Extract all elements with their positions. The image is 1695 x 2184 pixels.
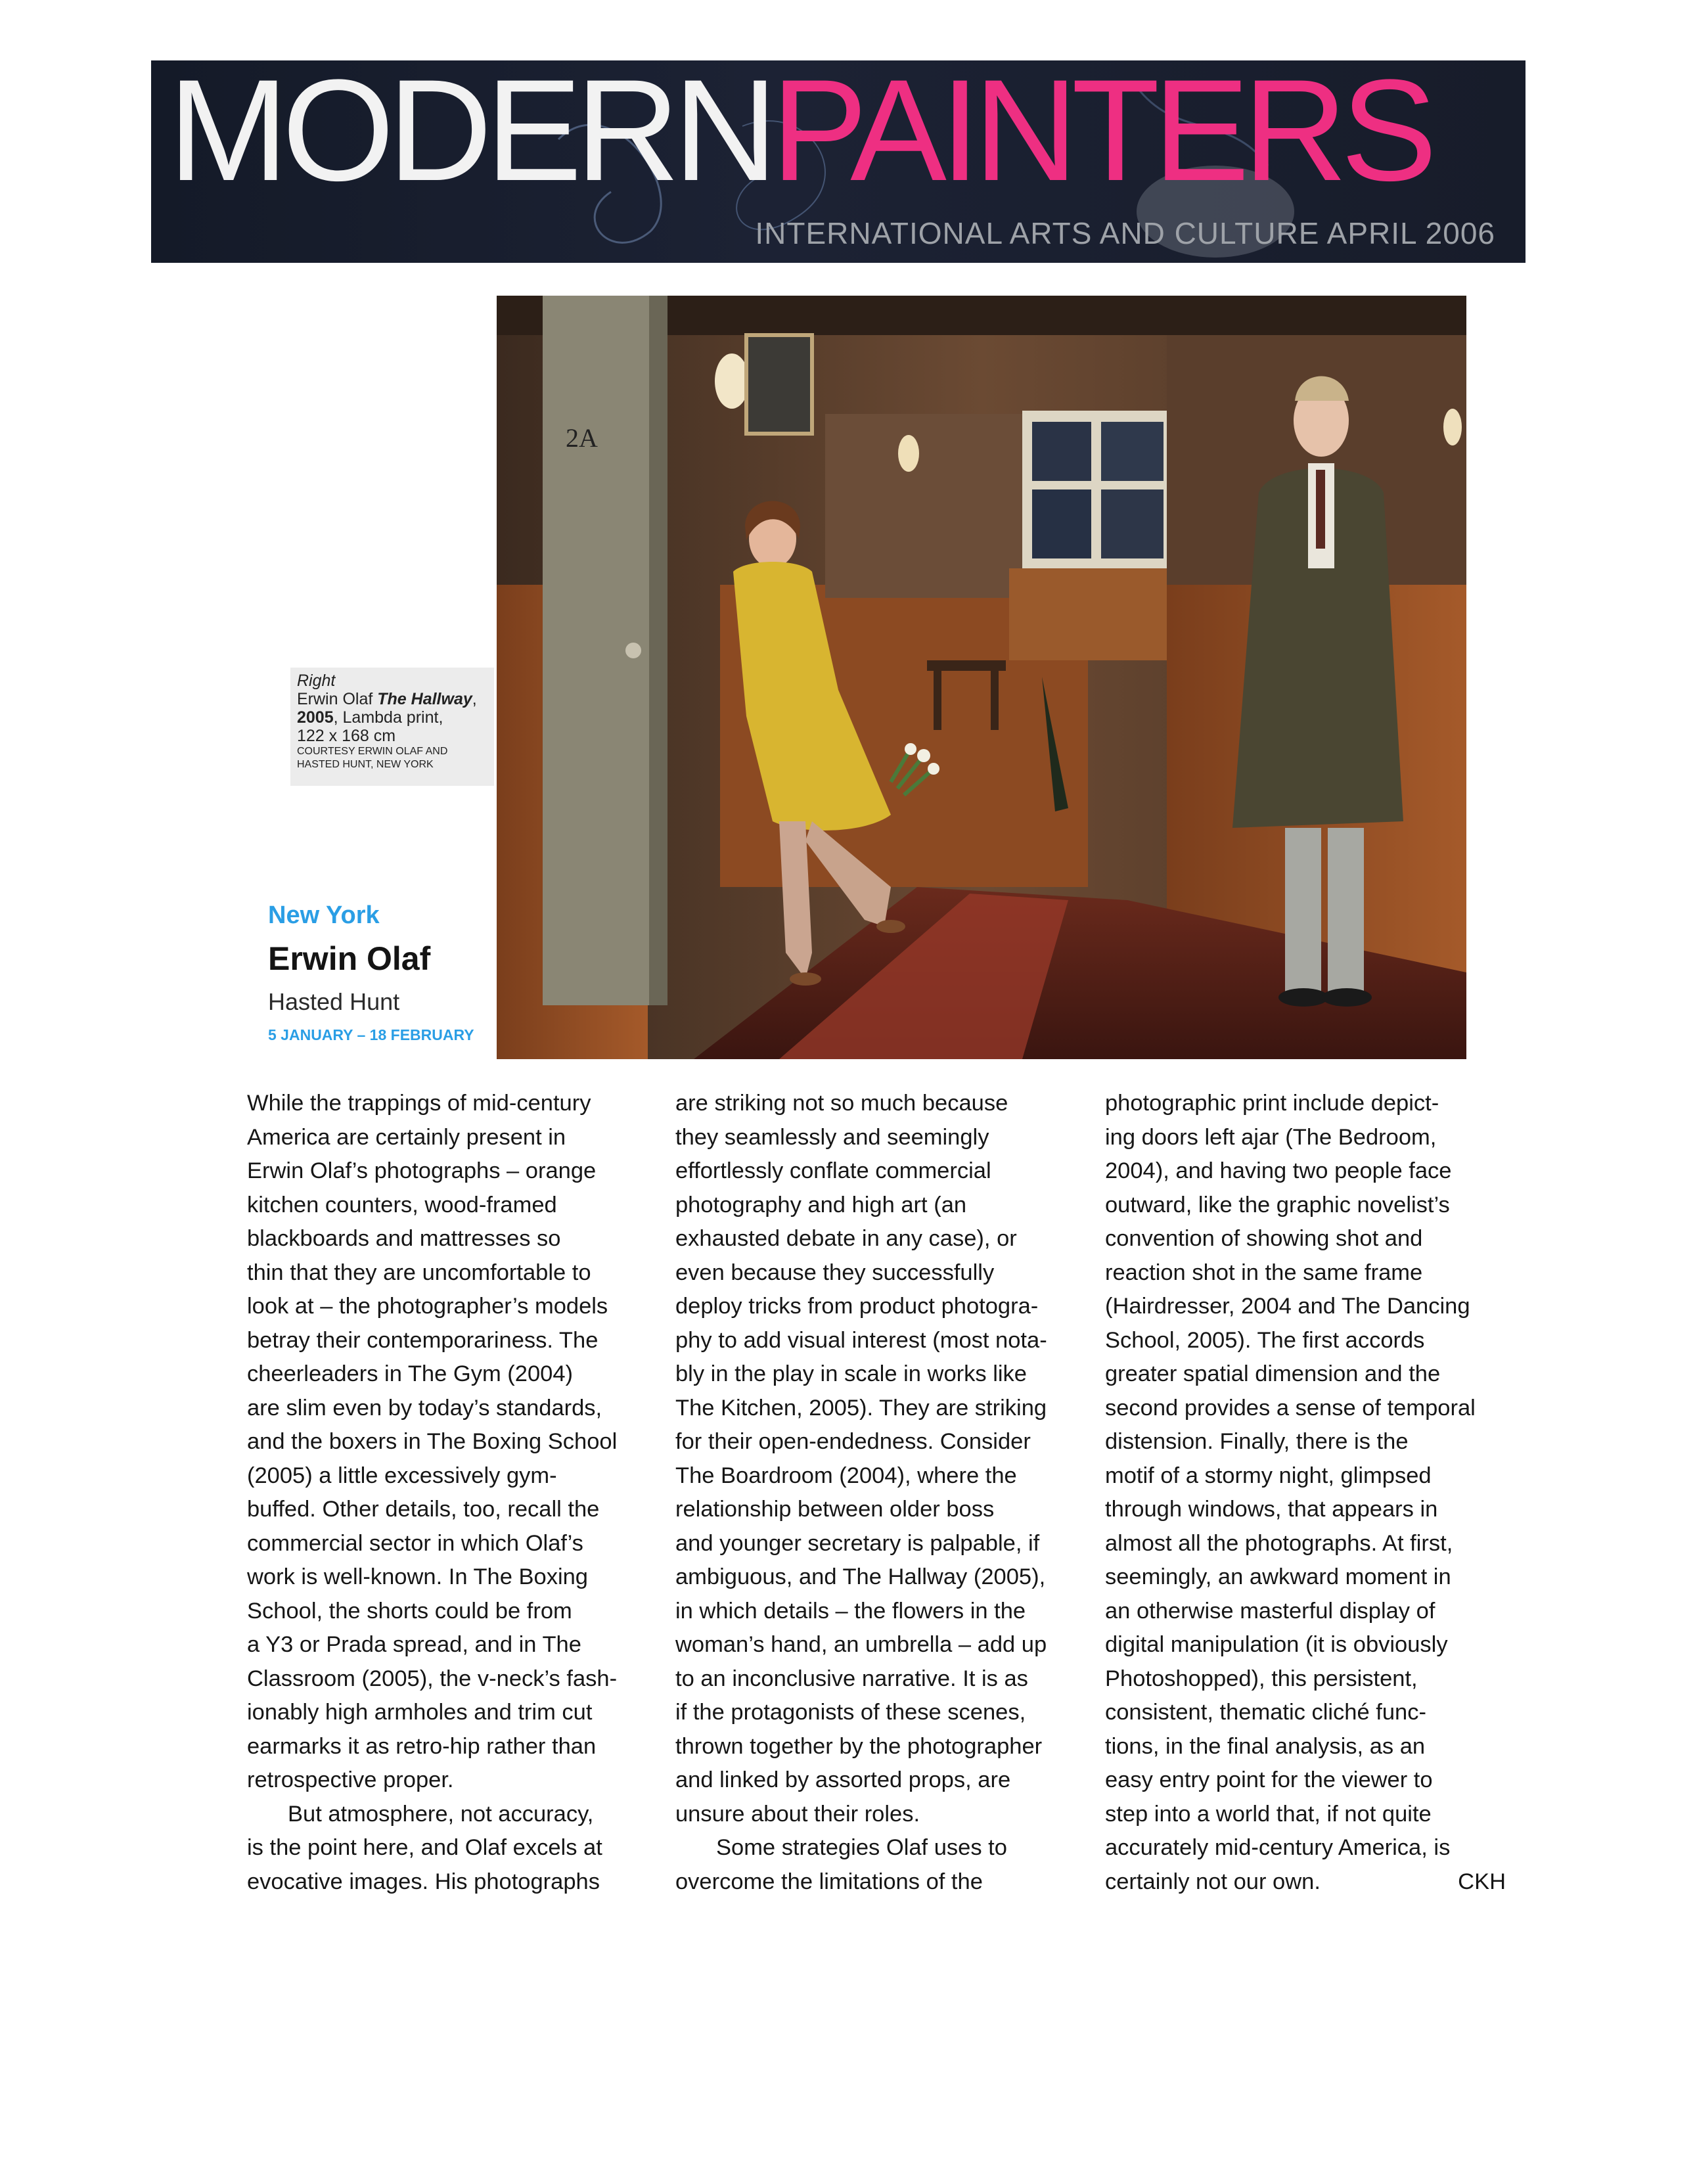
text-line: While the trappings of mid-century [247, 1091, 591, 1116]
text-line: blackboards and mattresses so [247, 1226, 561, 1251]
text-line: work is well-known. In The Boxing [247, 1564, 588, 1589]
text-line: deploy tricks from product photogra- [675, 1294, 1039, 1319]
text-line: cheerleaders in The Gym (2004) [247, 1361, 574, 1386]
text-line: retrospective proper. [247, 1767, 454, 1792]
masthead-title-painters: PAINTERS [771, 60, 1431, 211]
text-line: second provides a sense of temporal [1105, 1395, 1476, 1421]
text-line: a Y3 or Prada spread, and in The [247, 1632, 581, 1657]
text-line: commercial sector in which Olaf’s [247, 1530, 583, 1556]
text-line: School, the shorts could be from [247, 1598, 572, 1624]
text-line: seemingly, an awkward moment in [1105, 1564, 1451, 1589]
text-line: ambiguous, and The Hallway (2005), [675, 1564, 1046, 1589]
text-line: relationship between older boss [675, 1497, 995, 1522]
text-line: exhausted debate in any case), or [675, 1226, 1017, 1251]
review-artist: Erwin Olaf [268, 940, 431, 977]
text-line: through windows, that appears in [1105, 1497, 1438, 1522]
text-line: evocative images. His photographs [247, 1869, 600, 1894]
text-line: (2005) a little excessively gym- [247, 1463, 557, 1488]
text-line: Erwin Olaf’s photographs – orange [247, 1158, 597, 1183]
text-line: phy to add visual interest (most nota- [675, 1327, 1047, 1353]
text-line: tions, in the final analysis, as an [1105, 1733, 1426, 1759]
text-line: even because they successfully [675, 1260, 995, 1285]
text-line: motif of a stormy night, glimpsed [1105, 1463, 1432, 1488]
caption-dimensions: 122 x 168 cm [297, 727, 396, 745]
review-city: New York [268, 901, 380, 929]
text-line: and linked by assorted props, are [675, 1767, 1011, 1792]
masthead-title-modern: MODERN [168, 60, 771, 211]
text-line: for their open-endedness. Consider [675, 1429, 1031, 1454]
review-dates: 5 JANUARY – 18 FEBRUARY [268, 1026, 474, 1043]
text-line: and the boxers in The Boxing School [247, 1429, 618, 1454]
article-column-3 [1105, 1087, 1506, 1899]
caption-credit-1: COURTESY ERWIN OLAF AND [297, 746, 448, 757]
text-line: woman’s hand, an umbrella – add up [675, 1632, 1047, 1657]
text-line: overcome the limitations of the [675, 1869, 983, 1894]
text-line: 2004), and having two people face [1105, 1158, 1452, 1183]
text-line: ionably high armholes and trim cut [247, 1700, 593, 1725]
text-line: almost all the photographs. At first, [1105, 1530, 1453, 1556]
text-line: School, 2005). The first accords [1105, 1327, 1425, 1353]
caption-credit-2: HASTED HUNT, NEW YORK [297, 759, 434, 770]
caption-medium-line [297, 708, 487, 727]
text-line: to an inconclusive narrative. It is as [675, 1666, 1028, 1691]
text-line: Classroom (2005), the v-neck’s fash- [247, 1666, 618, 1691]
caption-comma: , [472, 690, 477, 708]
text-line: an otherwise masterful display of [1105, 1598, 1435, 1624]
text-line: and younger secretary is palpable, if [675, 1530, 1040, 1556]
text-line: photographic print include depict- [1105, 1091, 1439, 1116]
hallway-scene-illustration [497, 296, 1466, 1059]
author-signature: CKH [1458, 1869, 1506, 1894]
text-line: step into a world that, if not quite [1105, 1801, 1432, 1827]
text-line: betray their contemporariness. The [247, 1327, 599, 1353]
text-line: America are certainly present in [247, 1124, 566, 1150]
text-line: thrown together by the photographer [675, 1733, 1043, 1759]
text-line: is the point here, and Olaf excels at [247, 1835, 602, 1860]
photo-caption [290, 668, 494, 786]
text-line: photography and high art (an [675, 1192, 967, 1217]
masthead [151, 60, 1525, 263]
text-line: The Kitchen, 2005). They are striking [675, 1395, 1047, 1421]
text-line: (Hairdresser, 2004 and The Dancing [1105, 1294, 1470, 1319]
text-line: are slim even by today’s standards, [247, 1395, 602, 1421]
text-line: thin that they are uncomfortable to [247, 1260, 591, 1285]
caption-year: 2005 [297, 708, 334, 727]
text-line: convention of showing shot and [1105, 1226, 1423, 1251]
caption-medium: , Lambda print, [333, 708, 443, 727]
text-line: buffed. Other details, too, recall the [247, 1497, 600, 1522]
text-line: if the protagonists of these scenes, [675, 1700, 1026, 1725]
artwork-photo-the-hallway [497, 296, 1466, 1059]
text-line-paragraph-start: Some strategies Olaf uses to [716, 1835, 1007, 1860]
article-column-1 [247, 1087, 648, 1899]
text-line: look at – the photographer’s models [247, 1294, 608, 1319]
text-line: bly in the play in scale in works like [675, 1361, 1027, 1386]
text-line: easy entry point for the viewer to [1105, 1767, 1433, 1792]
text-line: accurately mid-century America, is [1105, 1835, 1451, 1860]
caption-position-label: Right [297, 671, 336, 690]
text-line: The Boardroom (2004), where the [675, 1463, 1017, 1488]
text-line-last-text: certainly not our own. [1105, 1869, 1321, 1894]
door-room-number: 2A [566, 423, 598, 453]
text-line: in which details – the flowers in the [675, 1598, 1026, 1624]
text-line: unsure about their roles. [675, 1801, 920, 1827]
masthead-title [168, 60, 1431, 209]
caption-artwork-line [297, 690, 487, 708]
caption-artist: Erwin Olaf [297, 690, 378, 708]
article-column-2 [675, 1087, 1076, 1899]
text-line: distension. Finally, there is the [1105, 1429, 1409, 1454]
text-line: consistent, thematic cliché func- [1105, 1700, 1426, 1725]
text-line: kitchen counters, wood-framed [247, 1192, 557, 1217]
text-line: they seamlessly and seemingly [675, 1124, 989, 1150]
text-line: effortlessly conflate commercial [675, 1158, 991, 1183]
text-line: reaction shot in the same frame [1105, 1260, 1423, 1285]
text-line: outward, like the graphic novelist’s [1105, 1192, 1450, 1217]
review-gallery: Hasted Hunt [268, 988, 400, 1015]
masthead-subtitle: INTERNATIONAL ARTS AND CULTURE APRIL 2006 [755, 216, 1495, 250]
text-line: greater spatial dimension and the [1105, 1361, 1441, 1386]
text-line: digital manipulation (it is obviously [1105, 1632, 1448, 1657]
text-line: ing doors left ajar (The Bedroom, [1105, 1124, 1437, 1150]
text-line: are striking not so much because [675, 1091, 1008, 1116]
caption-artwork-title: The Hallway [377, 690, 472, 708]
text-line: earmarks it as retro-hip rather than [247, 1733, 597, 1759]
text-line: Photoshopped), this persistent, [1105, 1666, 1418, 1691]
text-line-paragraph-start: But atmosphere, not accuracy, [288, 1801, 594, 1827]
text-line-last [1105, 1865, 1506, 1900]
